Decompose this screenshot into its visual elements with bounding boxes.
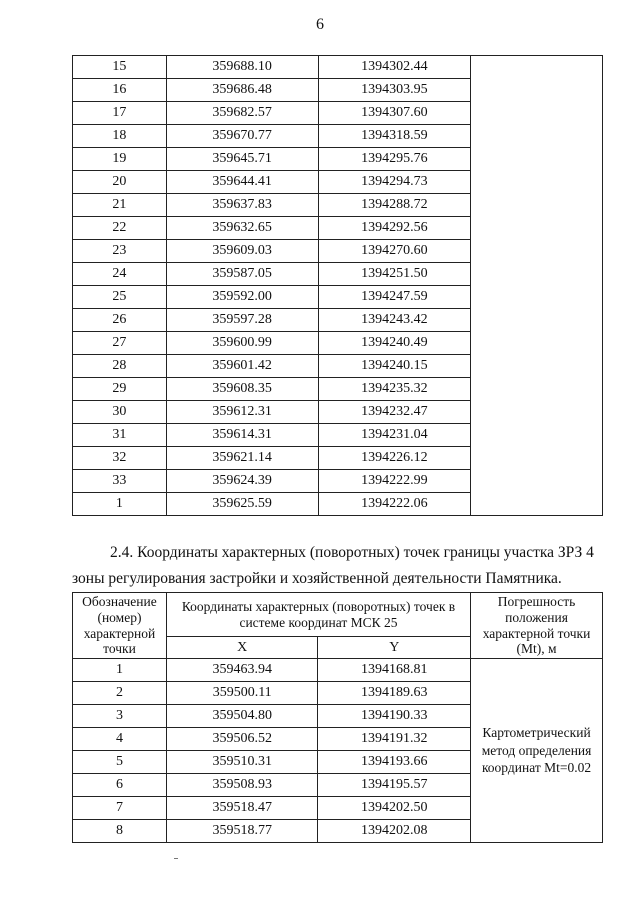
point-number: 27 <box>73 332 167 355</box>
y-coordinate: 1394240.49 <box>318 332 471 355</box>
point-number: 24 <box>73 263 167 286</box>
y-coordinate: 1394270.60 <box>318 240 471 263</box>
point-number: 3 <box>73 705 167 728</box>
y-coordinate: 1394231.04 <box>318 424 471 447</box>
accuracy-note: Картометрический метод определения координат Mt=0.02 <box>471 659 603 843</box>
x-coordinate: 359624.39 <box>166 470 318 493</box>
point-number: 31 <box>73 424 167 447</box>
y-coordinate: 1394226.12 <box>318 447 471 470</box>
y-coordinate: 1394295.76 <box>318 148 471 171</box>
x-coordinate: 359612.31 <box>166 401 318 424</box>
x-coordinate: 359597.28 <box>166 309 318 332</box>
point-number: 6 <box>73 774 167 797</box>
x-coordinate: 359463.94 <box>166 659 318 682</box>
y-coordinate: 1394193.66 <box>318 751 471 774</box>
x-coordinate: 359600.99 <box>166 332 318 355</box>
y-coordinate: 1394189.63 <box>318 682 471 705</box>
point-number: 22 <box>73 217 167 240</box>
y-coordinate: 1394191.32 <box>318 728 471 751</box>
x-coordinate: 359587.05 <box>166 263 318 286</box>
x-coordinate: 359686.48 <box>166 79 318 102</box>
header-y: Y <box>318 637 471 659</box>
header-accuracy: Погрешность положения характерной точки (Mt), м <box>471 593 603 659</box>
x-coordinate: 359682.57 <box>166 102 318 125</box>
x-coordinate: 359508.93 <box>166 774 318 797</box>
table-row <box>73 56 603 79</box>
x-coordinate: 359518.47 <box>166 797 318 820</box>
y-coordinate: 1394243.42 <box>318 309 471 332</box>
y-coordinate: 1394235.32 <box>318 378 471 401</box>
point-number: 20 <box>73 171 167 194</box>
coordinates-table-continued <box>72 55 603 516</box>
section-heading-line2: зоны регулирования застройки и хозяйственной деятельности Памятника. <box>72 570 562 587</box>
x-coordinate: 359614.31 <box>166 424 318 447</box>
header-coordinates: Координаты характерных (поворотных) точек в системе координат МСК 25 <box>166 593 470 637</box>
point-number: 1 <box>73 659 167 682</box>
y-coordinate: 1394202.50 <box>318 797 471 820</box>
point-number: 33 <box>73 470 167 493</box>
table-row <box>73 659 603 682</box>
x-coordinate: 359645.71 <box>166 148 318 171</box>
coordinates-table-zrz4 <box>72 592 603 843</box>
x-coordinate: 359608.35 <box>166 378 318 401</box>
y-coordinate: 1394190.33 <box>318 705 471 728</box>
y-coordinate: 1394222.99 <box>318 470 471 493</box>
point-number: 30 <box>73 401 167 424</box>
x-coordinate: 359609.03 <box>166 240 318 263</box>
y-coordinate: 1394247.59 <box>318 286 471 309</box>
point-number: 19 <box>73 148 167 171</box>
x-coordinate: 359644.41 <box>166 171 318 194</box>
point-number: 15 <box>73 56 167 79</box>
y-coordinate: 1394251.50 <box>318 263 471 286</box>
y-coordinate: 1394302.44 <box>318 56 471 79</box>
y-coordinate: 1394288.72 <box>318 194 471 217</box>
point-number: 2 <box>73 682 167 705</box>
point-number: 32 <box>73 447 167 470</box>
x-coordinate: 359621.14 <box>166 447 318 470</box>
point-number: 26 <box>73 309 167 332</box>
point-number: 18 <box>73 125 167 148</box>
point-number: 1 <box>73 493 167 516</box>
point-number: 8 <box>73 820 167 843</box>
point-number: 16 <box>73 79 167 102</box>
footer-mark <box>174 858 178 859</box>
x-coordinate: 359601.42 <box>166 355 318 378</box>
y-coordinate: 1394307.60 <box>318 102 471 125</box>
point-number: 29 <box>73 378 167 401</box>
x-coordinate: 359670.77 <box>166 125 318 148</box>
point-number: 25 <box>73 286 167 309</box>
y-coordinate: 1394292.56 <box>318 217 471 240</box>
accuracy-cell <box>471 56 603 516</box>
x-coordinate: 359637.83 <box>166 194 318 217</box>
x-coordinate: 359504.80 <box>166 705 318 728</box>
y-coordinate: 1394168.81 <box>318 659 471 682</box>
point-number: 23 <box>73 240 167 263</box>
y-coordinate: 1394195.57 <box>318 774 471 797</box>
y-coordinate: 1394240.15 <box>318 355 471 378</box>
x-coordinate: 359500.11 <box>166 682 318 705</box>
page-number: 6 <box>316 16 324 33</box>
y-coordinate: 1394318.59 <box>318 125 471 148</box>
y-coordinate: 1394294.73 <box>318 171 471 194</box>
x-coordinate: 359510.31 <box>166 751 318 774</box>
x-coordinate: 359632.65 <box>166 217 318 240</box>
header-designation: Обозначение (номер) характерной точки <box>73 593 167 659</box>
y-coordinate: 1394202.08 <box>318 820 471 843</box>
x-coordinate: 359688.10 <box>166 56 318 79</box>
x-coordinate: 359518.77 <box>166 820 318 843</box>
x-coordinate: 359592.00 <box>166 286 318 309</box>
y-coordinate: 1394303.95 <box>318 79 471 102</box>
point-number: 5 <box>73 751 167 774</box>
point-number: 7 <box>73 797 167 820</box>
point-number: 28 <box>73 355 167 378</box>
y-coordinate: 1394232.47 <box>318 401 471 424</box>
point-number: 21 <box>73 194 167 217</box>
point-number: 4 <box>73 728 167 751</box>
section-heading-line1: 2.4. Координаты характерных (поворотных) точек границы участка ЗРЗ 4 <box>110 544 594 561</box>
header-x: X <box>166 637 318 659</box>
y-coordinate: 1394222.06 <box>318 493 471 516</box>
x-coordinate: 359506.52 <box>166 728 318 751</box>
point-number: 17 <box>73 102 167 125</box>
x-coordinate: 359625.59 <box>166 493 318 516</box>
